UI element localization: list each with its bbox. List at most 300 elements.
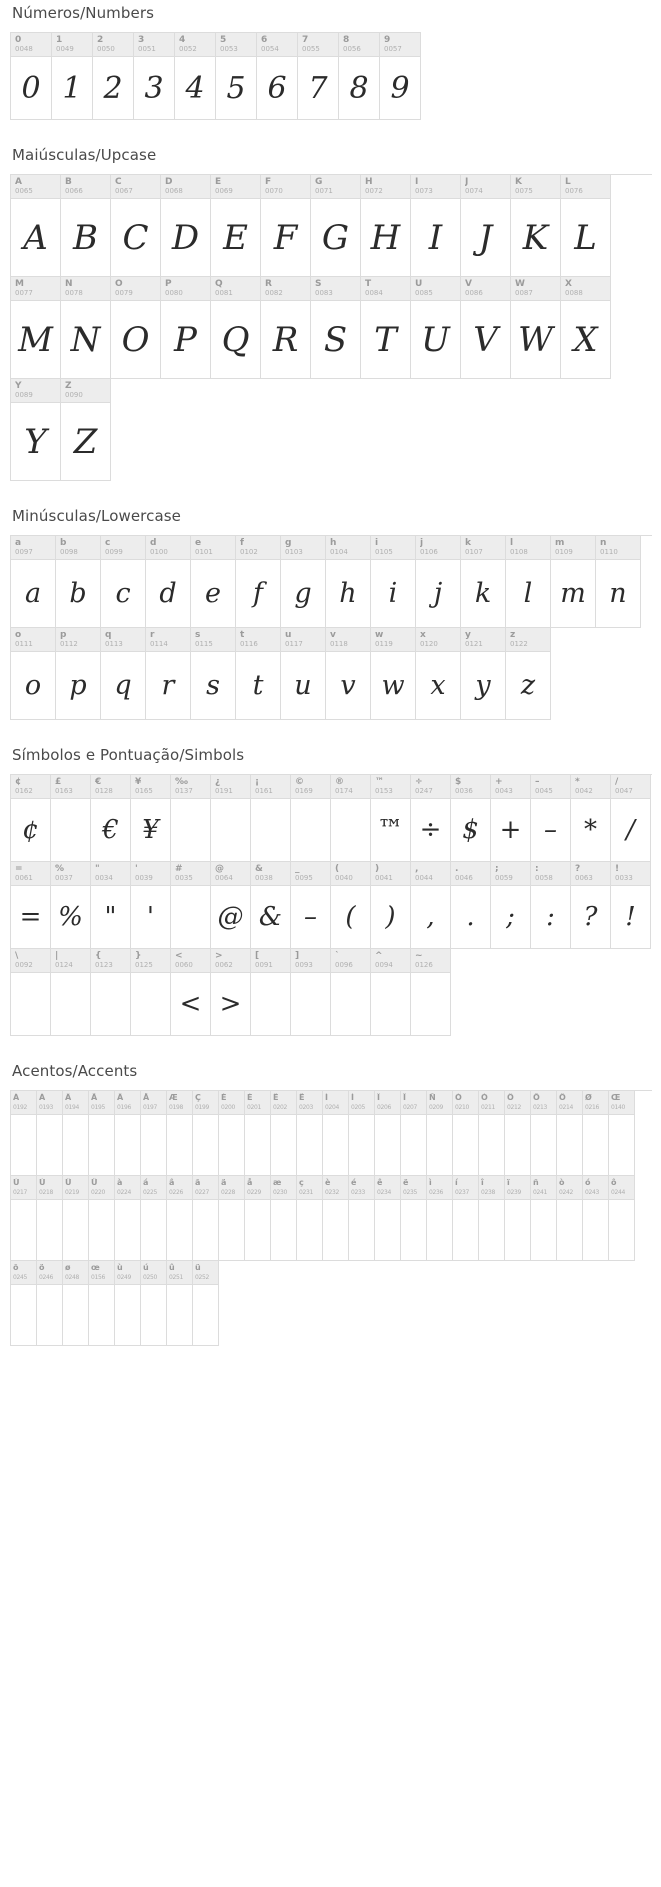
- glyph-meta: [461, 277, 510, 301]
- glyph-cell[interactable]: [141, 1261, 167, 1346]
- glyph-meta: [531, 862, 570, 886]
- glyph-code-label: 0243: [585, 1189, 600, 1196]
- glyph-cell[interactable]: [427, 1176, 453, 1261]
- glyph-meta: [251, 949, 290, 973]
- glyph-cell[interactable]: [171, 949, 211, 1036]
- glyph-char-label: Ó: [481, 1093, 488, 1102]
- glyph-cell[interactable]: [167, 1261, 193, 1346]
- glyph-preview: [51, 799, 90, 861]
- glyph-cell[interactable]: [291, 949, 331, 1036]
- glyph-cell[interactable]: [11, 862, 51, 949]
- glyph-cell[interactable]: [349, 1091, 375, 1176]
- glyph-cell[interactable]: [167, 1176, 193, 1261]
- glyph-cell[interactable]: [11, 33, 52, 120]
- glyph-cell[interactable]: [251, 775, 291, 862]
- glyph-cell[interactable]: [51, 775, 91, 862]
- glyph-meta: [349, 1176, 374, 1200]
- glyph-meta: [371, 628, 415, 652]
- glyph-cell[interactable]: [11, 175, 61, 277]
- glyph-cell[interactable]: [506, 628, 551, 720]
- glyph-meta: [531, 1091, 556, 1115]
- glyph-cell[interactable]: [11, 628, 56, 720]
- glyph-char-label: Ú: [39, 1178, 46, 1187]
- glyph-cell[interactable]: [375, 1176, 401, 1261]
- glyph-cell[interactable]: [161, 175, 211, 277]
- glyph-cell[interactable]: [411, 277, 461, 379]
- glyph-cell[interactable]: [146, 628, 191, 720]
- glyph-cell[interactable]: [531, 1091, 557, 1176]
- glyph-meta: [311, 175, 360, 199]
- glyph-cell[interactable]: [557, 1091, 583, 1176]
- glyph-meta: [461, 628, 505, 652]
- glyph-cell[interactable]: [380, 33, 421, 120]
- glyph-cell[interactable]: [141, 1176, 167, 1261]
- glyph-cell[interactable]: [297, 1176, 323, 1261]
- glyph-preview: h: [339, 578, 357, 609]
- glyph-cell[interactable]: [11, 277, 61, 379]
- glyph-cell[interactable]: [609, 1091, 635, 1176]
- glyph-cell[interactable]: [93, 33, 134, 120]
- glyph-cell[interactable]: [37, 1176, 63, 1261]
- glyph-cell[interactable]: [11, 775, 51, 862]
- glyph-code-label: 0174: [335, 787, 353, 795]
- glyph-char-label: %: [55, 864, 65, 874]
- glyph-char-label: .: [455, 864, 459, 874]
- glyph-code-label: 0137: [175, 787, 193, 795]
- glyph-cell[interactable]: [193, 1261, 219, 1346]
- glyph-cell[interactable]: [63, 1261, 89, 1346]
- glyph-cell[interactable]: [211, 775, 251, 862]
- glyph-char-label: q: [105, 630, 112, 640]
- glyph-cell[interactable]: [37, 1261, 63, 1346]
- glyph-cell[interactable]: [216, 33, 257, 120]
- glyph-cell[interactable]: [571, 775, 611, 862]
- glyph-code-label: 0237: [455, 1189, 470, 1196]
- glyph-char-label: `: [335, 951, 340, 961]
- glyph-code-label: 0118: [330, 640, 348, 648]
- glyph-cell[interactable]: [211, 862, 251, 949]
- glyph-cell[interactable]: [611, 775, 651, 862]
- glyph-cell[interactable]: [175, 33, 216, 120]
- glyph-cell[interactable]: [37, 1091, 63, 1176]
- glyph-cell[interactable]: [411, 949, 451, 1036]
- glyph-cell[interactable]: [361, 175, 411, 277]
- glyph-cell[interactable]: [311, 277, 361, 379]
- glyph-cell[interactable]: [511, 175, 561, 277]
- glyph-cell[interactable]: [63, 1176, 89, 1261]
- glyph-meta: [171, 862, 210, 886]
- glyph-cell[interactable]: [251, 949, 291, 1036]
- glyph-meta: [257, 33, 297, 57]
- glyph-char-label: 1: [56, 35, 63, 45]
- glyph-cell[interactable]: [115, 1091, 141, 1176]
- glyph-cell[interactable]: [427, 1091, 453, 1176]
- glyph-cell[interactable]: [211, 175, 261, 277]
- glyph-cell[interactable]: [161, 277, 211, 379]
- glyph-cell[interactable]: [451, 775, 491, 862]
- glyph-cell[interactable]: [261, 277, 311, 379]
- glyph-cell[interactable]: [101, 628, 146, 720]
- glyph-cell[interactable]: [339, 33, 380, 120]
- glyph-preview: [167, 1115, 192, 1175]
- glyph-cell[interactable]: [271, 1091, 297, 1176]
- glyph-cell[interactable]: [416, 536, 461, 628]
- glyph-meta: [411, 862, 450, 886]
- glyph-preview: I: [428, 217, 443, 258]
- glyph-code-label: 0248: [65, 1274, 80, 1281]
- glyph-code-label: 0227: [195, 1189, 210, 1196]
- glyph-code-label: 0242: [559, 1189, 574, 1196]
- glyph-cell[interactable]: [453, 1091, 479, 1176]
- glyph-cell[interactable]: [211, 949, 251, 1036]
- glyph-cell[interactable]: [375, 1091, 401, 1176]
- glyph-cell[interactable]: [411, 862, 451, 949]
- glyph-cell[interactable]: [257, 33, 298, 120]
- glyph-cell[interactable]: [461, 628, 506, 720]
- glyph-code-label: 0200: [221, 1104, 236, 1111]
- glyph-cell[interactable]: [297, 1091, 323, 1176]
- glyph-cell[interactable]: [56, 536, 101, 628]
- glyph-cell[interactable]: [91, 775, 131, 862]
- glyph-cell[interactable]: [245, 1091, 271, 1176]
- glyph-cell[interactable]: [271, 1176, 297, 1261]
- glyph-char-label: õ: [13, 1263, 19, 1272]
- glyph-cell[interactable]: [323, 1176, 349, 1261]
- glyph-preview: 9: [390, 70, 410, 106]
- glyph-cell[interactable]: [11, 1091, 37, 1176]
- glyph-cell[interactable]: [51, 949, 91, 1036]
- glyph-cell[interactable]: [61, 175, 111, 277]
- glyph-code-label: 0072: [365, 187, 383, 195]
- glyph-cell[interactable]: [115, 1176, 141, 1261]
- glyph-cell[interactable]: [371, 949, 411, 1036]
- glyph-code-label: 0088: [565, 289, 583, 297]
- glyph-cell[interactable]: [596, 536, 641, 628]
- glyph-code-label: 0057: [384, 45, 402, 53]
- glyph-cell[interactable]: [551, 536, 596, 628]
- glyph-meta: [453, 1091, 478, 1115]
- glyph-cell[interactable]: [219, 1176, 245, 1261]
- glyph-code-label: 0095: [295, 874, 313, 882]
- glyph-preview: G: [321, 217, 350, 258]
- glyph-preview: [167, 1200, 192, 1260]
- glyph-code-label: 0140: [611, 1104, 626, 1111]
- glyph-cell[interactable]: [331, 775, 371, 862]
- glyph-preview: [375, 1200, 400, 1260]
- glyph-preview: [583, 1115, 608, 1175]
- glyph-cell[interactable]: [193, 1091, 219, 1176]
- glyph-preview: [479, 1200, 504, 1260]
- glyph-preview: [37, 1285, 62, 1345]
- glyph-cell[interactable]: [63, 1091, 89, 1176]
- glyph-cell[interactable]: [52, 33, 93, 120]
- glyph-cell[interactable]: [451, 862, 491, 949]
- glyph-cell[interactable]: [236, 628, 281, 720]
- glyph-cell[interactable]: [131, 949, 171, 1036]
- glyph-cell[interactable]: [91, 862, 131, 949]
- glyph-cell[interactable]: [401, 1091, 427, 1176]
- glyph-char-label: x: [420, 630, 426, 640]
- glyph-meta: [167, 1176, 192, 1200]
- glyph-cell[interactable]: [461, 175, 511, 277]
- glyph-preview: <: [179, 989, 202, 1019]
- glyph-cell[interactable]: [371, 775, 411, 862]
- glyph-preview: i: [388, 578, 398, 609]
- glyph-char-label: å: [247, 1178, 253, 1187]
- glyph-cell[interactable]: [461, 536, 506, 628]
- glyph-cell[interactable]: [479, 1176, 505, 1261]
- glyph-cell[interactable]: [111, 277, 161, 379]
- glyph-char-label: E: [215, 177, 222, 187]
- glyph-code-label: 0202: [273, 1104, 288, 1111]
- glyph-char-label: j: [420, 538, 424, 548]
- glyph-code-label: 0108: [510, 548, 528, 556]
- glyph-cell[interactable]: [11, 379, 61, 481]
- glyph-cell[interactable]: [311, 175, 361, 277]
- glyph-cell[interactable]: [134, 33, 175, 120]
- glyph-cell[interactable]: [461, 277, 511, 379]
- glyph-cell[interactable]: [245, 1176, 271, 1261]
- glyph-code-label: 0049: [56, 45, 74, 53]
- glyph-char-label: É: [247, 1093, 253, 1102]
- glyph-cell[interactable]: [609, 1176, 635, 1261]
- glyph-cell[interactable]: [193, 1176, 219, 1261]
- glyph-cell[interactable]: [411, 175, 461, 277]
- glyph-cell[interactable]: [111, 175, 161, 277]
- glyph-preview: O: [121, 319, 150, 360]
- glyph-char-label: t: [240, 630, 245, 640]
- glyph-cell[interactable]: [331, 862, 371, 949]
- section-title: Números/Numbers: [12, 4, 155, 22]
- glyph-preview: C: [122, 217, 149, 258]
- glyph-cell[interactable]: [211, 277, 261, 379]
- glyph-cell[interactable]: [219, 1091, 245, 1176]
- glyph-cell[interactable]: [236, 536, 281, 628]
- glyph-cell[interactable]: [326, 628, 371, 720]
- glyph-cell[interactable]: [115, 1261, 141, 1346]
- glyph-code-label: 0071: [315, 187, 333, 195]
- glyph-cell[interactable]: [251, 862, 291, 949]
- glyph-cell[interactable]: [56, 628, 101, 720]
- glyph-preview: [11, 1200, 36, 1260]
- glyph-code-label: 0153: [375, 787, 393, 795]
- glyph-char-label: Œ: [611, 1093, 621, 1102]
- glyph-code-label: 0250: [143, 1274, 158, 1281]
- glyph-cell[interactable]: [281, 536, 326, 628]
- glyph-cell[interactable]: [479, 1091, 505, 1176]
- glyph-char-label: ®: [335, 777, 344, 787]
- glyph-cell[interactable]: [261, 175, 311, 277]
- glyph-cell[interactable]: [171, 862, 211, 949]
- glyph-char-label: Ã: [91, 1093, 98, 1102]
- glyph-cell[interactable]: [505, 1176, 531, 1261]
- glyph-meta: [93, 33, 133, 57]
- glyph-preview: D: [171, 217, 200, 258]
- glyph-grid: [10, 32, 421, 120]
- glyph-preview: 1: [62, 70, 82, 106]
- glyph-preview: o: [24, 670, 42, 701]
- glyph-cell[interactable]: [141, 1091, 167, 1176]
- glyph-preview: 6: [267, 70, 287, 106]
- glyph-cell[interactable]: [583, 1176, 609, 1261]
- glyph-preview: [51, 973, 90, 1035]
- glyph-cell[interactable]: [583, 1091, 609, 1176]
- glyph-cell[interactable]: [171, 775, 211, 862]
- glyph-preview: [297, 1115, 322, 1175]
- glyph-code-label: 0103: [285, 548, 303, 556]
- glyph-meta: [146, 536, 190, 560]
- glyph-meta: [361, 175, 410, 199]
- glyph-cell[interactable]: [561, 277, 611, 379]
- glyph-cell[interactable]: [11, 536, 56, 628]
- glyph-cell[interactable]: [531, 1176, 557, 1261]
- glyph-meta: [298, 33, 338, 57]
- glyph-char-label: N: [65, 279, 73, 289]
- glyph-cell[interactable]: [505, 1091, 531, 1176]
- glyph-cell[interactable]: [191, 628, 236, 720]
- glyph-char-label: J: [465, 177, 469, 187]
- glyph-cell[interactable]: [167, 1091, 193, 1176]
- glyph-cell[interactable]: [611, 862, 651, 949]
- glyph-preview: [141, 1285, 166, 1345]
- glyph-char-label: 7: [302, 35, 309, 45]
- glyph-code-label: 0201: [247, 1104, 262, 1111]
- glyph-cell[interactable]: [326, 536, 371, 628]
- glyph-cell[interactable]: [331, 949, 371, 1036]
- glyph-code-label: 0080: [165, 289, 183, 297]
- glyph-preview: W: [518, 319, 553, 360]
- glyph-code-label: 0078: [65, 289, 83, 297]
- glyph-cell[interactable]: [191, 536, 236, 628]
- glyph-char-label: ê: [377, 1178, 383, 1187]
- glyph-char-label: f: [240, 538, 244, 548]
- glyph-cell[interactable]: [51, 862, 91, 949]
- glyph-cell[interactable]: [561, 175, 611, 277]
- glyph-char-label: ä: [221, 1178, 227, 1187]
- glyph-grid: [10, 774, 652, 1036]
- glyph-cell[interactable]: [491, 775, 531, 862]
- glyph-preview: >: [219, 989, 242, 1019]
- glyph-meta: [63, 1261, 88, 1285]
- glyph-cell[interactable]: [506, 536, 551, 628]
- glyph-cell[interactable]: [146, 536, 191, 628]
- glyph-char-label: 9: [384, 35, 391, 45]
- glyph-cell[interactable]: [89, 1261, 115, 1346]
- glyph-cell[interactable]: [131, 862, 171, 949]
- glyph-cell[interactable]: [101, 536, 146, 628]
- glyph-char-label: Ù: [13, 1178, 20, 1187]
- glyph-code-label: 0193: [39, 1104, 54, 1111]
- glyph-meta: [371, 949, 410, 973]
- glyph-cell[interactable]: [511, 277, 561, 379]
- glyph-code-label: 0034: [95, 874, 113, 882]
- glyph-cell[interactable]: [131, 775, 171, 862]
- glyph-char-label: ^: [375, 951, 383, 961]
- glyph-meta: [11, 862, 50, 886]
- glyph-char-label: Ö: [559, 1093, 566, 1102]
- glyph-cell[interactable]: [491, 862, 531, 949]
- glyph-cell[interactable]: [371, 536, 416, 628]
- glyph-code-label: 0089: [15, 391, 33, 399]
- glyph-code-label: 0048: [15, 45, 33, 53]
- glyph-preview: A: [23, 217, 48, 258]
- section-title: Maiúsculas/Upcase: [12, 146, 157, 164]
- glyph-cell[interactable]: [401, 1176, 427, 1261]
- glyph-cell[interactable]: [349, 1176, 375, 1261]
- glyph-char-label: È: [221, 1093, 227, 1102]
- glyph-cell[interactable]: [89, 1091, 115, 1176]
- glyph-preview: [251, 799, 290, 861]
- glyph-char-label: g: [285, 538, 292, 548]
- glyph-code-label: 0053: [220, 45, 238, 53]
- glyph-code-label: 0205: [351, 1104, 366, 1111]
- glyph-cell[interactable]: [411, 775, 451, 862]
- glyph-preview: [193, 1200, 218, 1260]
- glyph-cell[interactable]: [531, 775, 571, 862]
- glyph-code-label: 0122: [510, 640, 528, 648]
- glyph-meta: [505, 1176, 530, 1200]
- glyph-cell[interactable]: [61, 277, 111, 379]
- glyph-cell[interactable]: [11, 1176, 37, 1261]
- glyph-preview: 4: [185, 70, 205, 106]
- glyph-cell[interactable]: [557, 1176, 583, 1261]
- glyph-cell[interactable]: [571, 862, 611, 949]
- glyph-cell[interactable]: [453, 1176, 479, 1261]
- glyph-preview: [219, 1115, 244, 1175]
- glyph-code-label: 0094: [375, 961, 393, 969]
- glyph-meta: [596, 536, 640, 560]
- glyph-cell[interactable]: [361, 277, 411, 379]
- glyph-char-label: e: [195, 538, 202, 548]
- glyph-code-label: 0246: [39, 1274, 54, 1281]
- glyph-cell[interactable]: [89, 1176, 115, 1261]
- glyph-cell[interactable]: [323, 1091, 349, 1176]
- glyph-cell[interactable]: [281, 628, 326, 720]
- glyph-code-label: 0059: [495, 874, 513, 882]
- glyph-grid: [10, 174, 652, 481]
- glyph-cell[interactable]: [531, 862, 571, 949]
- glyph-meta: [89, 1261, 114, 1285]
- glyph-code-label: 0051: [138, 45, 156, 53]
- glyph-cell[interactable]: [91, 949, 131, 1036]
- glyph-preview: Z: [73, 421, 98, 462]
- glyph-cell[interactable]: [298, 33, 339, 120]
- glyph-char-label: 8: [343, 35, 350, 45]
- glyph-char-label: Æ: [169, 1093, 178, 1102]
- glyph-cell[interactable]: [416, 628, 461, 720]
- glyph-cell[interactable]: [371, 628, 416, 720]
- glyph-char-label: œ: [91, 1263, 100, 1272]
- glyph-cell[interactable]: [11, 949, 51, 1036]
- glyph-cell[interactable]: [371, 862, 411, 949]
- glyph-char-label: Á: [39, 1093, 46, 1102]
- glyph-char-label: ñ: [533, 1178, 539, 1187]
- glyph-preview: @: [217, 902, 244, 932]
- glyph-code-label: 0217: [13, 1189, 28, 1196]
- glyph-code-label: 0067: [115, 187, 133, 195]
- glyph-meta: [326, 536, 370, 560]
- glyph-preview: [219, 1200, 244, 1260]
- glyph-code-label: 0124: [55, 961, 73, 969]
- glyph-cell[interactable]: [61, 379, 111, 481]
- glyph-meta: [281, 536, 325, 560]
- glyph-code-label: 0203: [299, 1104, 314, 1111]
- glyph-preview: [479, 1115, 504, 1175]
- glyph-meta: [11, 775, 50, 799]
- glyph-cell[interactable]: [11, 1261, 37, 1346]
- glyph-cell[interactable]: [291, 775, 331, 862]
- glyph-cell[interactable]: [291, 862, 331, 949]
